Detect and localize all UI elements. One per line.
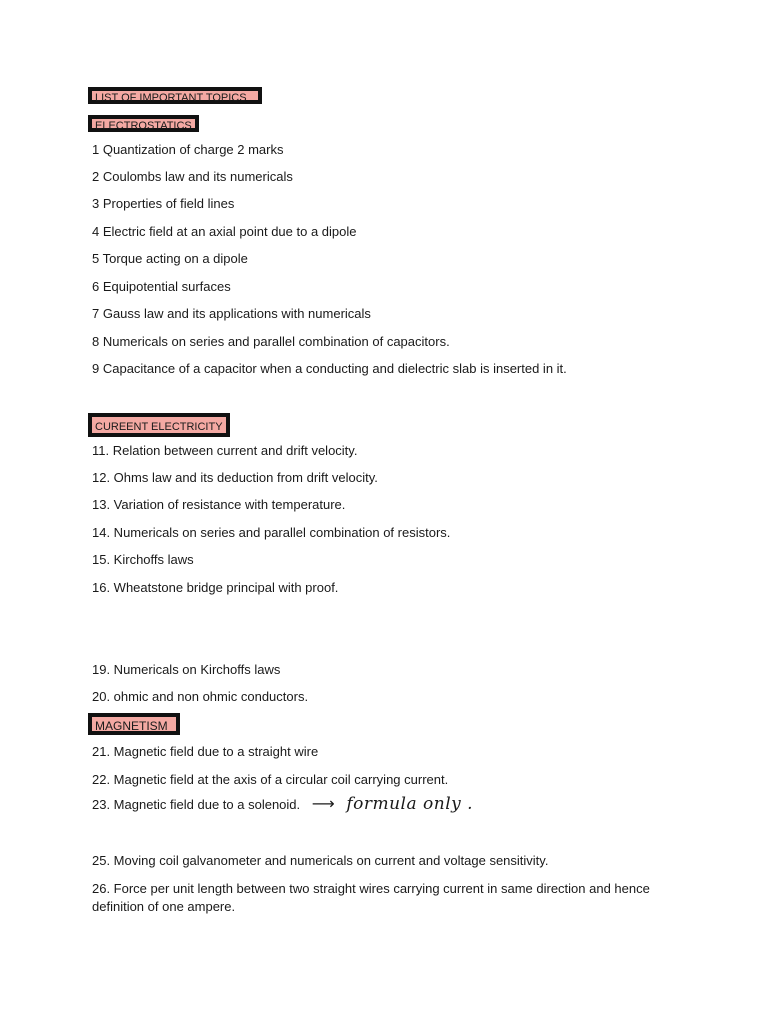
list-item: 3 Properties of field lines (92, 196, 235, 211)
list-item: 9 Capacitance of a capacitor when a conducting and dielectric slab is inserted in it. (92, 361, 567, 376)
list-item: 12. Ohms law and its deduction from drift velocity. (92, 470, 378, 485)
list-item: 15. Kirchoffs laws (92, 552, 194, 567)
list-item: 2 Coulombs law and its numericals (92, 169, 293, 184)
list-item: 25. Moving coil galvanometer and numericals on current and voltage sensitivity. (92, 853, 549, 868)
list-item: 11. Relation between current and drift velocity. (92, 443, 358, 458)
list-item: 16. Wheatstone bridge principal with proof. (92, 580, 339, 595)
list-item-text: 23. Magnetic field due to a solenoid. (92, 797, 301, 812)
list-item: 7 Gauss law and its applications with numericals (92, 306, 371, 321)
header-current-electricity: CUREENT ELECTRICITY (88, 413, 230, 437)
header-electrostatics: ELECTROSTATICS (88, 115, 199, 132)
list-item: 6 Equipotential surfaces (92, 279, 231, 294)
list-item: 26. Force per unit length between two straight wires carrying current in same direction and hence definition of one ampere. (92, 881, 650, 914)
list-item: 8 Numericals on series and parallel combination of capacitors. (92, 334, 450, 349)
handwritten-note: formula only . (346, 794, 474, 814)
list-item: 22. Magnetic field at the axis of a circular coil carrying current. (92, 772, 449, 787)
list-item: 13. Variation of resistance with temperature. (92, 497, 346, 512)
list-item: 1 Quantization of charge 2 marks (92, 142, 284, 157)
header-magnetism: MAGNETISM (88, 713, 180, 735)
header-important-topics: LIST OF IMPORTANT TOPICS (88, 87, 262, 104)
list-item: 19. Numericals on Kirchoffs laws (92, 662, 281, 677)
list-item (92, 795, 473, 814)
list-item: 20. ohmic and non ohmic conductors. (92, 689, 309, 704)
arrow-icon: ⟶ (311, 796, 335, 813)
list-item: 14. Numericals on series and parallel combination of resistors. (92, 525, 451, 540)
list-item: 4 Electric field at an axial point due to a dipole (92, 224, 357, 239)
list-item: 5 Torque acting on a dipole (92, 251, 248, 266)
list-item: 21. Magnetic field due to a straight wire (92, 744, 319, 759)
